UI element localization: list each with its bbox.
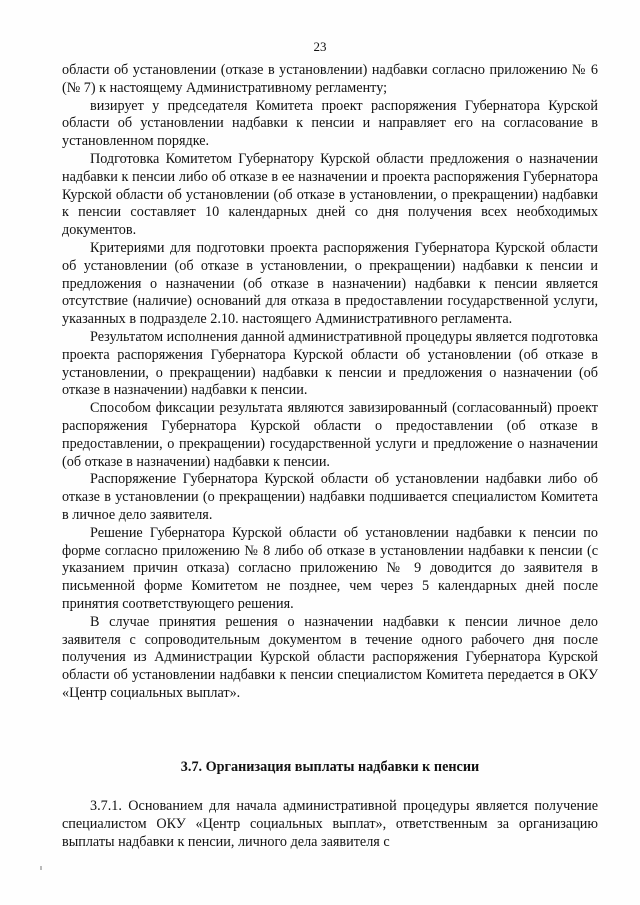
document-body bbox=[62, 62, 598, 852]
section-heading: 3.7. Организация выплаты надбавки к пенсии bbox=[180, 758, 480, 775]
scan-artifact bbox=[40, 866, 42, 870]
paragraph: Подготовка Комитетом Губернатору Курской области предложения о назначении надбавки к пенсии либо об отказе в ее назначении и проекта распоряжения Губернатора Курской области об установлении (об отказе в установлении, о прекращении) надбавки к пенсии составляет 10 календарных дней со дня получения всех необходимых документов. bbox=[62, 150, 598, 239]
page-number: 23 bbox=[313, 39, 327, 54]
paragraph: Решение Губернатора Курской области об установлении надбавки к пенсии по форме согласно приложению № 8 либо об отказе в установлении надбавки к пенсии (с указанием причин отказа) согласно приложению № 9 доводится до заявителя в письменной форме Комитетом не позднее, чем через 5 календарных дней после принятия соответствующего решения. bbox=[62, 524, 598, 612]
paragraph: Распоряжение Губернатора Курской области об установлении надбавки либо об отказе в установлении (о прекращении) надбавки подшивается специалистом Комитета в личное дело заявителя. bbox=[62, 471, 598, 523]
paragraph: Результатом исполнения данной административной процедуры является подготовка проекта распоряжения Губернатора Курской области об установлении (об отказе в установлении, о прекращении) надбавки к пенсии и предложения о назначении (об отказе в назначении) надбавки к пенсии. bbox=[62, 328, 598, 399]
paragraph: В случае принятия решения о назначении надбавки к пенсии личное дело заявителя с сопроводительным документом в течение одного рабочего дня после получения из Администрации Курской области распоряжения Губернатора Курской области об установлении надбавки к пенсии специалистом Комитета передается в ОКУ «Центр социальных выплат». bbox=[62, 613, 598, 701]
paragraph: области об установлении (отказе в установлении) надбавки согласно приложению № 6 (№ 7) к настоящему Административному регламенту; bbox=[62, 62, 598, 96]
paragraph: 3.7.1. Основанием для начала административной процедуры является получение специалистом ОКУ «Центр социальных выплат», ответственным за организацию выплаты надбавки к пенсии, личного дела заявителя с bbox=[62, 798, 598, 851]
paragraph: Критериями для подготовки проекта распоряжения Губернатора Курской области об установлении (об отказе в установлении, о прекращении) надбавки к пенсии и предложения о назначении (об отказе в назначении) надбавки к пенсии является отсутствие (наличие) оснований для отказа в предоставлении государственной услуги, указанных в подразделе 2.10. настоящего Административного регламента. bbox=[62, 239, 598, 328]
paragraph: визирует у председателя Комитета проект распоряжения Губернатора Курской области об установлении надбавки к пенсии и направляет его на согласование в установленном порядке. bbox=[62, 97, 598, 150]
paragraph-list bbox=[62, 62, 598, 703]
paragraph: Способом фиксации результата являются завизированный (согласованный) проект распоряжения Губернатора Курской области о предоставлении (об отказе в предоставлении, о прекращении) государственной услуги и предложение о назначении (об отказе в назначении) надбавки к пенсии. bbox=[62, 400, 598, 470]
section-paragraph-list bbox=[62, 798, 598, 851]
